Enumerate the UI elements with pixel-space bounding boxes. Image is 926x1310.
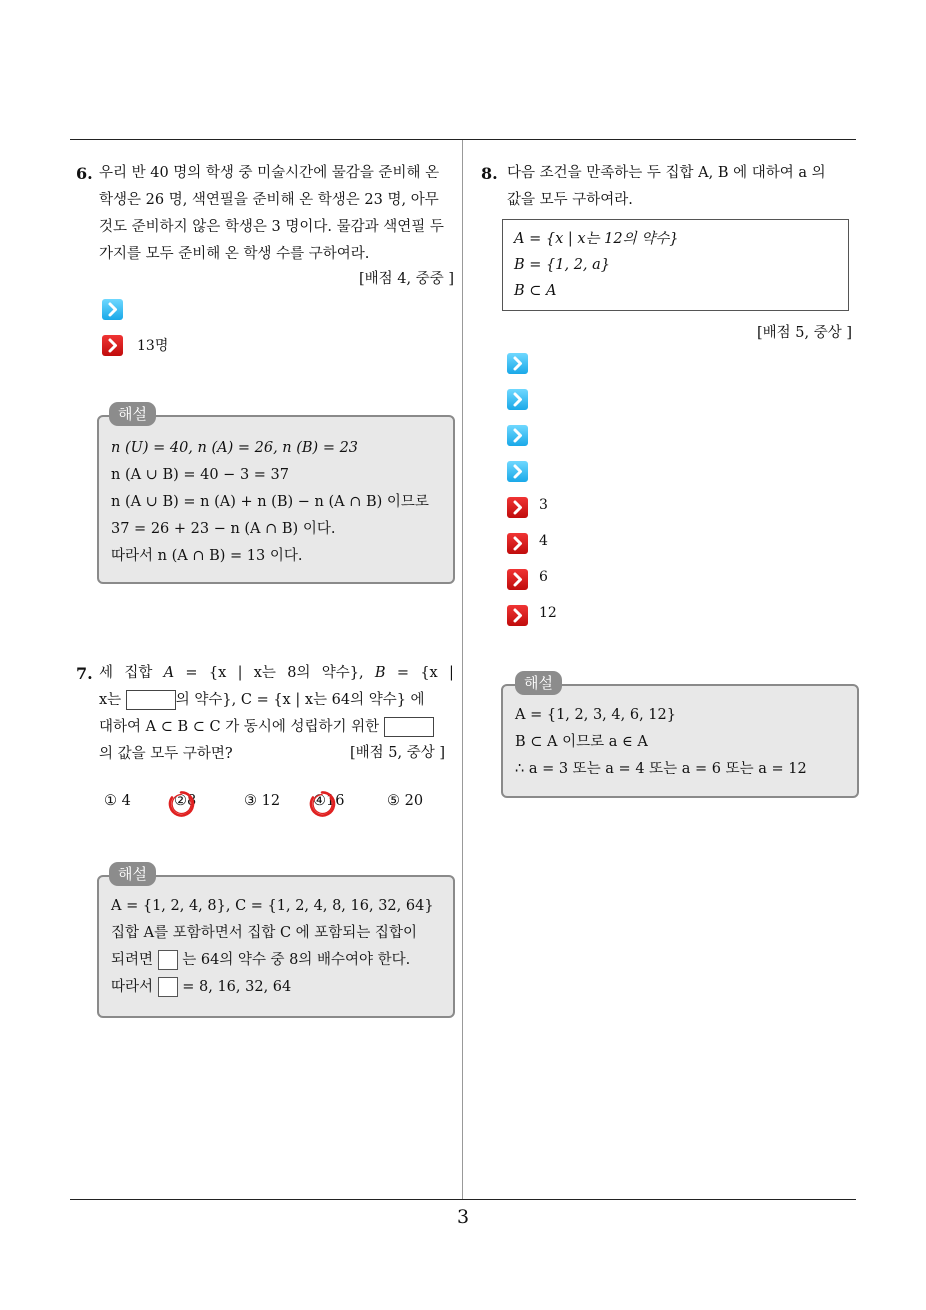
answer-choices [104,793,454,817]
answer-arrow-icon[interactable] [507,533,528,554]
question-text-line: 다음 조건을 만족하는 두 집합 A, B 에 대하여 a 의 [507,165,826,181]
explanation-line: A = {1, 2, 4, 8}, C = {1, 2, 4, 8, 16, 32, 64} [111,898,434,914]
explanation-line: n (U) = 40, n (A) = 26, n (B) = 23 [111,440,359,456]
expand-arrow-icon[interactable] [507,353,528,374]
score-label: [배점 4, 중중 ] [358,271,454,287]
answer-arrow-icon[interactable] [507,569,528,590]
question-text-line: x는 의 약수}, C = {x | x는 64의 약수} 에 [99,692,425,708]
question-number: 6. [76,164,93,183]
answer-arrow-icon[interactable] [507,497,528,518]
expand-arrow-icon[interactable] [507,461,528,482]
score-label: [배점 5, 중상 ] [350,745,446,761]
explanation-line: B ⊂ A 이므로 a ∈ A [515,734,648,750]
question-text-line: 값을 모두 구하여라. [507,192,633,208]
question-number: 8. [481,164,498,183]
question-text-line: 가지를 모두 준비해 온 학생 수를 구하여라. [99,246,370,262]
column-divider [462,140,463,1200]
answer-text: 12 [539,605,557,621]
explanation-box [97,405,455,584]
choice-5[interactable]: ⑤ 20 [387,793,424,809]
answer-blank [158,977,178,997]
choice-4[interactable]: ④16 [313,793,345,809]
question-text-line: 학생은 26 명, 색연필을 준비해 온 학생은 23 명, 아무 [99,192,439,208]
question-text-line: 의 값을 모두 구하면? [99,746,233,762]
question-text-line: 우리 반 40 명의 학생 중 미술시간에 물감을 준비해 온 [99,165,440,181]
explanation-line: 따라서 n (A ∩ B) = 13 이다. [111,548,303,564]
explanation-tag: 해설 [109,862,156,886]
question-number: 7. [76,664,93,683]
condition-line: B = {1, 2, a} [514,257,611,273]
condition-line: B ⊂ A [514,283,557,299]
answer-blank [384,717,434,737]
selected-mark-icon [308,790,336,818]
answer-text: 6 [539,569,548,585]
explanation-line: 되려면 는 64의 약수 중 8의 배수여야 한다. [111,952,411,968]
condition-line: A = {x | x는 12의 약수} [514,231,679,247]
explanation-line: A = {1, 2, 3, 4, 6, 12} [515,707,676,723]
top-rule [70,139,856,140]
answer-text: 13명 [137,338,169,354]
question-text-line: 것도 준비하지 않은 학생은 3 명이다. 물감과 색연필 두 [99,219,444,235]
page-number: 3 [456,1206,470,1228]
answer-blank [158,950,178,970]
answer-arrow-icon[interactable] [507,605,528,626]
explanation-line: 37 = 26 + 23 − n (A ∩ B) 이다. [111,521,336,537]
question-text-line: 세 집합 A = {x | x는 8의 약수}, B = {x | [99,665,454,681]
choice-2[interactable]: ②8 [174,793,197,809]
expand-arrow-icon[interactable] [102,299,123,320]
choice-1[interactable]: ① 4 [104,793,131,809]
answer-arrow-icon[interactable] [102,335,123,356]
explanation-line: n (A ∪ B) = n (A) + n (B) − n (A ∩ B) 이므로 [111,494,429,510]
expand-arrow-icon[interactable] [507,389,528,410]
condition-box [502,219,849,311]
selected-mark-icon [167,790,195,818]
score-label: [배점 5, 중상 ] [757,325,853,341]
explanation-tag: 해설 [515,671,562,695]
answer-text: 4 [539,533,548,549]
explanation-line: ∴ a = 3 또는 a = 4 또는 a = 6 또는 a = 12 [515,761,807,777]
explanation-box [501,674,859,798]
bottom-rule [70,1199,856,1200]
answer-text: 3 [539,497,548,513]
explanation-tag: 해설 [109,402,156,426]
expand-arrow-icon[interactable] [507,425,528,446]
answer-blank [126,690,176,710]
explanation-box [97,865,455,1018]
question-text-line: 대하여 A ⊂ B ⊂ C 가 동시에 성립하기 위한 [99,714,454,741]
explanation-line: 따라서 = 8, 16, 32, 64 [111,979,292,995]
explanation-line: 집합 A를 포함하면서 집합 C 에 포함되는 집합이 [111,925,417,941]
explanation-line: n (A ∪ B) = 40 − 3 = 37 [111,467,289,483]
choice-3[interactable]: ③ 12 [244,793,281,809]
